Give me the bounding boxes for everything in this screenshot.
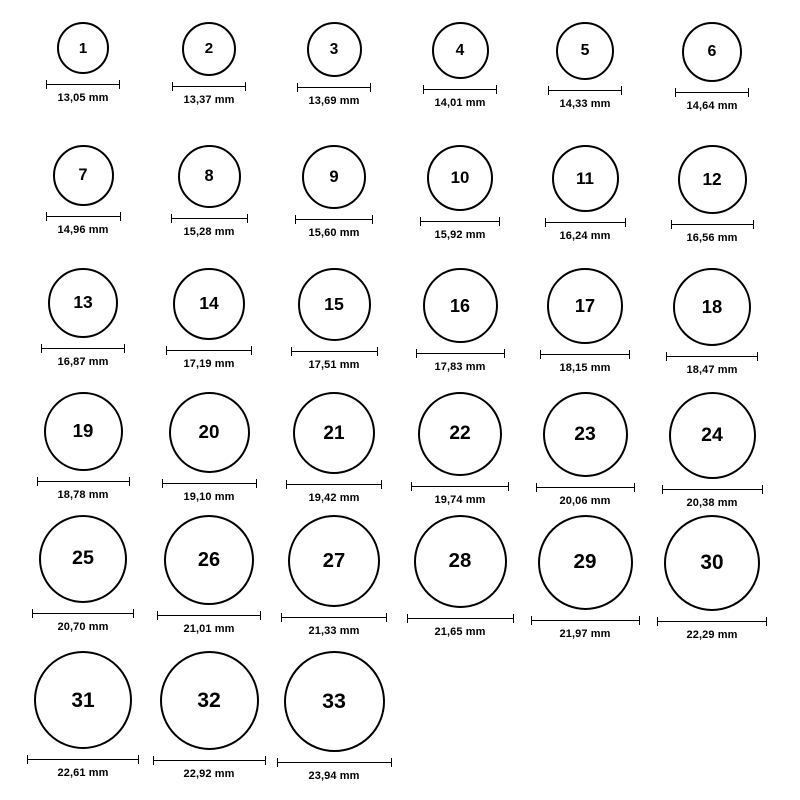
measure-line: [423, 89, 497, 90]
ring-size-number: 10: [450, 167, 470, 187]
ring-size-number: 17: [574, 295, 596, 316]
ring-size-cell: [525, 392, 645, 507]
measure-line: [671, 224, 754, 225]
ring-size-cell: [525, 268, 645, 374]
diameter-measure-bar: [536, 483, 635, 492]
ring-circle: [414, 515, 507, 608]
diameter-label: 15,92 mm: [434, 229, 486, 241]
ring-circle: [288, 515, 380, 607]
measure-line: [32, 613, 134, 614]
diameter-measure-bar: [46, 212, 121, 221]
diameter-label: 18,78 mm: [57, 489, 109, 501]
diameter-label: 22,29 mm: [686, 629, 738, 641]
ring-size-cell: [274, 651, 394, 782]
diameter-measure-bar: [41, 344, 125, 353]
diameter-measure-bar: [162, 479, 257, 488]
measure-line: [41, 348, 125, 349]
ring-size-number: 12: [702, 168, 722, 189]
ring-size-cell: [652, 22, 772, 112]
measure-tick-right: [133, 609, 134, 618]
diameter-measure-bar: [548, 86, 622, 95]
diameter-measure-bar: [666, 352, 758, 361]
measure-line: [420, 221, 500, 222]
measure-line: [411, 486, 509, 487]
ring-size-number: 15: [324, 293, 344, 314]
measure-line: [531, 620, 640, 621]
ring-circle: [307, 22, 362, 77]
ring-circle: [182, 22, 236, 76]
measure-line: [162, 483, 257, 484]
diameter-label: 15,60 mm: [308, 227, 360, 239]
measure-tick-right: [138, 755, 139, 764]
ring-size-number: 21: [323, 422, 345, 444]
ring-circle: [293, 392, 375, 474]
ring-circle: [556, 22, 614, 80]
diameter-label: 17,19 mm: [183, 358, 235, 370]
diameter-measure-bar: [46, 80, 120, 89]
ring-size-cell: [525, 515, 645, 640]
ring-circle: [673, 268, 751, 346]
diameter-measure-bar: [671, 220, 754, 229]
measure-tick-right: [386, 613, 387, 622]
measure-line: [277, 762, 392, 763]
ring-size-number: 19: [72, 420, 94, 442]
ring-circle: [298, 268, 371, 341]
diameter-measure-bar: [172, 82, 246, 91]
ring-circle: [538, 515, 633, 610]
diameter-label: 16,56 mm: [686, 232, 738, 244]
measure-tick-right: [629, 350, 630, 359]
ring-circle: [669, 392, 756, 479]
ring-size-cell: [149, 145, 269, 238]
ring-size-cell: [274, 145, 394, 239]
ring-size-number: 16: [449, 295, 471, 316]
diameter-measure-bar: [540, 350, 630, 359]
measure-tick-right: [621, 86, 622, 95]
measure-line: [297, 87, 371, 88]
measure-tick-right: [265, 756, 266, 765]
ring-circle: [48, 268, 118, 338]
measure-line: [675, 92, 749, 93]
diameter-label: 14,01 mm: [434, 97, 486, 109]
diameter-label: 13,05 mm: [57, 92, 109, 104]
diameter-label: 18,15 mm: [559, 362, 611, 374]
ring-size-number: 14: [199, 293, 219, 314]
diameter-measure-bar: [166, 346, 252, 355]
ring-circle: [664, 515, 760, 611]
measure-tick-right: [129, 477, 130, 486]
ring-size-number: 1: [78, 39, 88, 57]
ring-size-number: 8: [204, 167, 214, 186]
ring-size-cell: [400, 268, 520, 373]
diameter-label: 22,61 mm: [57, 767, 109, 779]
diameter-measure-bar: [291, 347, 378, 356]
ring-size-number: 18: [701, 295, 723, 317]
ring-size-number: 31: [71, 688, 95, 712]
ring-size-number: 20: [198, 421, 220, 443]
diameter-label: 21,01 mm: [183, 623, 235, 635]
diameter-label: 22,92 mm: [183, 768, 235, 780]
ring-size-cell: [525, 145, 645, 242]
diameter-measure-bar: [423, 85, 497, 94]
measure-tick-right: [256, 479, 257, 488]
diameter-label: 13,37 mm: [183, 94, 235, 106]
ring-circle: [173, 268, 245, 340]
measure-tick-right: [372, 215, 373, 224]
measure-tick-right: [639, 616, 640, 625]
ring-size-cell: [400, 145, 520, 241]
measure-line: [536, 487, 635, 488]
measure-line: [286, 484, 382, 485]
ring-size-number: 11: [576, 169, 594, 188]
ring-size-number: 29: [573, 550, 597, 574]
measure-tick-right: [381, 480, 382, 489]
measure-tick-right: [757, 352, 758, 361]
diameter-measure-bar: [297, 83, 371, 92]
ring-size-cell: [400, 515, 520, 638]
ring-size-cell: [23, 392, 143, 501]
measure-tick-right: [508, 482, 509, 491]
measure-line: [172, 86, 246, 87]
ring-circle: [178, 145, 241, 208]
ring-size-number: 7: [78, 166, 88, 185]
diameter-label: 16,24 mm: [559, 230, 611, 242]
measure-line: [37, 481, 130, 482]
measure-line: [545, 222, 626, 223]
diameter-measure-bar: [37, 477, 130, 486]
ring-circle: [302, 145, 366, 209]
measure-tick-right: [762, 485, 763, 494]
diameter-measure-bar: [286, 480, 382, 489]
diameter-measure-bar: [157, 611, 261, 620]
ring-size-cell: [23, 651, 143, 779]
ring-size-number: 33: [322, 688, 346, 713]
ring-circle: [678, 145, 747, 214]
diameter-label: 15,28 mm: [183, 226, 235, 238]
ring-size-number: 32: [197, 688, 221, 712]
diameter-measure-bar: [281, 613, 387, 622]
measure-tick-right: [496, 85, 497, 94]
measure-tick-right: [247, 214, 248, 223]
ring-size-number: 2: [204, 40, 214, 58]
ring-circle: [547, 268, 623, 344]
diameter-measure-bar: [27, 755, 139, 764]
measure-line: [295, 219, 373, 220]
measure-tick-right: [766, 617, 767, 626]
diameter-measure-bar: [295, 215, 373, 224]
diameter-label: 20,38 mm: [686, 497, 738, 509]
diameter-label: 23,94 mm: [308, 770, 360, 782]
ring-size-cell: [149, 392, 269, 503]
diameter-label: 19,10 mm: [183, 491, 235, 503]
ring-size-cell: [652, 392, 772, 509]
diameter-measure-bar: [545, 218, 626, 227]
ring-circle: [44, 392, 123, 471]
ring-size-cell: [23, 145, 143, 236]
ring-size-number: 13: [73, 292, 93, 313]
ring-size-cell: [274, 515, 394, 637]
ring-size-cell: [149, 651, 269, 780]
ring-circle: [543, 392, 628, 477]
diameter-label: 19,42 mm: [308, 492, 360, 504]
diameter-label: 14,96 mm: [57, 224, 109, 236]
measure-tick-right: [625, 218, 626, 227]
ring-size-cell: [652, 515, 772, 641]
diameter-label: 17,83 mm: [434, 361, 486, 373]
ring-size-cell: [23, 515, 143, 633]
measure-line: [46, 216, 121, 217]
ring-size-cell: [23, 268, 143, 368]
measure-line: [171, 218, 248, 219]
diameter-measure-bar: [657, 617, 767, 626]
diameter-measure-bar: [153, 756, 266, 765]
ring-size-number: 30: [700, 550, 724, 574]
ring-size-number: 22: [449, 423, 471, 445]
ring-circle: [57, 22, 109, 74]
ring-size-cell: [274, 392, 394, 504]
ring-size-cell: [400, 392, 520, 506]
measure-tick-right: [119, 80, 120, 89]
diameter-measure-bar: [675, 88, 749, 97]
ring-circle: [164, 515, 254, 605]
diameter-measure-bar: [277, 758, 392, 767]
measure-tick-right: [504, 349, 505, 358]
ring-circle: [284, 651, 385, 752]
ring-circle: [53, 145, 114, 206]
diameter-label: 20,70 mm: [57, 621, 109, 633]
diameter-label: 21,65 mm: [434, 626, 486, 638]
ring-size-number: 28: [448, 550, 472, 573]
measure-line: [153, 760, 266, 761]
measure-tick-right: [391, 758, 392, 767]
diameter-label: 13,69 mm: [308, 95, 360, 107]
measure-line: [166, 350, 252, 351]
ring-circle: [169, 392, 250, 473]
ring-size-number: 25: [71, 547, 94, 570]
measure-line: [281, 617, 387, 618]
measure-tick-right: [513, 614, 514, 623]
ring-size-cell: [652, 268, 772, 376]
ring-size-number: 3: [329, 40, 339, 58]
ring-size-cell: [652, 145, 772, 244]
measure-tick-right: [499, 217, 500, 226]
ring-size-number: 4: [455, 41, 465, 59]
diameter-measure-bar: [531, 616, 640, 625]
ring-size-cell: [400, 22, 520, 109]
ring-size-number: 27: [322, 549, 346, 572]
measure-tick-right: [251, 346, 252, 355]
diameter-measure-bar: [407, 614, 514, 623]
diameter-measure-bar: [32, 609, 134, 618]
measure-line: [27, 759, 139, 760]
measure-tick-right: [370, 83, 371, 92]
ring-size-number: 9: [329, 166, 339, 186]
measure-tick-right: [753, 220, 754, 229]
measure-tick-right: [377, 347, 378, 356]
ring-size-number: 24: [701, 423, 723, 446]
diameter-label: 14,33 mm: [559, 98, 611, 110]
diameter-label: 18,47 mm: [686, 364, 738, 376]
diameter-label: 21,33 mm: [308, 625, 360, 637]
diameter-measure-bar: [411, 482, 509, 491]
measure-tick-right: [245, 82, 246, 91]
measure-line: [46, 84, 120, 85]
ring-size-number: 6: [707, 43, 717, 60]
measure-line: [548, 90, 622, 91]
ring-circle: [418, 392, 502, 476]
measure-line: [662, 489, 763, 490]
diameter-label: 14,64 mm: [686, 100, 738, 112]
ring-circle: [160, 651, 259, 750]
measure-tick-right: [260, 611, 261, 620]
ring-size-cell: [274, 268, 394, 371]
measure-line: [540, 354, 630, 355]
measure-line: [416, 353, 505, 354]
ring-circle: [552, 145, 619, 212]
ring-circle: [427, 145, 493, 211]
measure-line: [657, 621, 767, 622]
measure-tick-right: [124, 344, 125, 353]
measure-tick-right: [748, 88, 749, 97]
ring-circle: [39, 515, 127, 603]
measure-line: [666, 356, 758, 357]
ring-size-number: 26: [197, 549, 221, 571]
diameter-measure-bar: [662, 485, 763, 494]
ring-size-number: 23: [574, 422, 596, 445]
ring-size-cell: [525, 22, 645, 110]
measure-tick-right: [634, 483, 635, 492]
ring-circle: [423, 268, 498, 343]
diameter-label: 19,74 mm: [434, 494, 486, 506]
measure-line: [291, 351, 378, 352]
diameter-label: 21,97 mm: [559, 628, 611, 640]
measure-line: [407, 618, 514, 619]
ring-size-cell: [149, 22, 269, 106]
ring-size-number: 5: [580, 42, 590, 60]
diameter-label: 16,87 mm: [57, 356, 109, 368]
ring-circle: [34, 651, 132, 749]
ring-size-cell: [23, 22, 143, 104]
measure-tick-right: [120, 212, 121, 221]
diameter-label: 17,51 mm: [308, 359, 360, 371]
ring-circle: [432, 22, 489, 79]
ring-circle: [682, 22, 742, 82]
ring-size-cell: [149, 515, 269, 635]
ring-size-cell: [274, 22, 394, 107]
diameter-measure-bar: [171, 214, 248, 223]
ring-size-cell: [149, 268, 269, 370]
diameter-label: 20,06 mm: [559, 495, 611, 507]
measure-line: [157, 615, 261, 616]
diameter-measure-bar: [416, 349, 505, 358]
diameter-measure-bar: [420, 217, 500, 226]
